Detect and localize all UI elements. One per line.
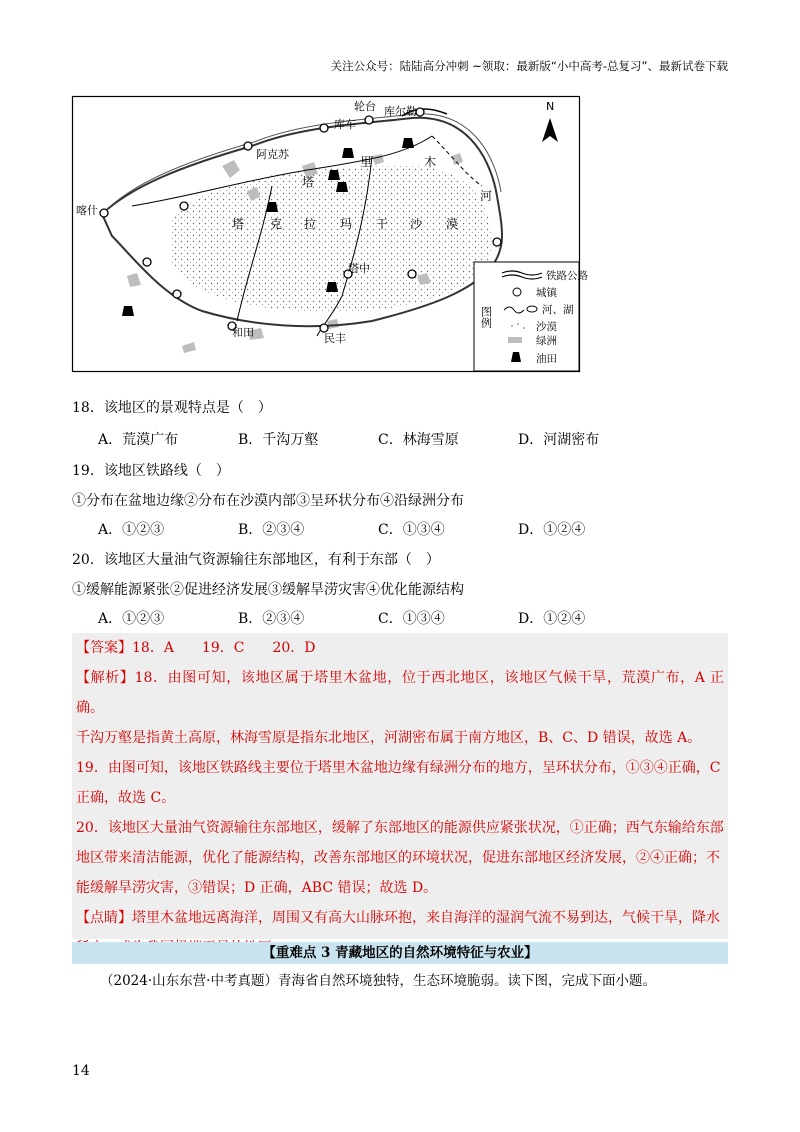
question-18-options	[98, 430, 658, 450]
explanation-line: 20．该地区大量油气资源输往东部地区，缓解了东部地区的能源供应紧张状况，①正确；西气东输给东部	[76, 820, 724, 836]
highlight-line: 【点睛】塔里木盆地远离海洋，周围又有高大山脉环抱，来自海洋的湿润气流不易到达，气候干旱，降水	[76, 910, 720, 926]
question-20-statements: ①缓解能源紧张②促进经济发展③缓解旱涝灾害④优化能源结构	[72, 582, 464, 598]
city-label: 阿克苏	[256, 148, 289, 161]
legend-item: 油田	[536, 353, 557, 365]
svg-text:N: N	[546, 100, 555, 113]
option[interactable]: B．②③④	[238, 611, 305, 627]
river-char: 塔	[302, 175, 315, 189]
option[interactable]: C．①③④	[378, 611, 445, 627]
option[interactable]: D．①②④	[518, 611, 586, 627]
option[interactable]: A．①②③	[98, 522, 165, 538]
option[interactable]: C．①③④	[378, 522, 445, 538]
legend-item: 绿洲	[536, 335, 557, 347]
question-19-stem: 19．该地区铁路线（ ）	[72, 463, 230, 479]
legend-item: 沙漠	[536, 321, 557, 333]
question-19-statements: ①分布在盆地边缘②分布在沙漠内部③呈环状分布④沿绿洲分布	[72, 493, 464, 509]
explanation-line: 能缓解旱涝灾害，③错误；D 正确，ABC 错误；故选 D。	[76, 880, 438, 896]
answer-explanation-box	[72, 633, 728, 939]
city-label: 库尔勒	[384, 105, 417, 118]
explanation-line: 千沟万壑是指黄土高原，林海雪原是指东北地区，河湖密布属于南方地区，B、C、D 错误，故选 A。	[76, 730, 702, 746]
river-char: 里	[360, 155, 373, 169]
svg-text:图例: 图例	[479, 306, 493, 328]
desert-char: 沙	[410, 217, 423, 231]
legend-item: 铁路公路	[546, 270, 588, 282]
legend-item: 城镇	[536, 287, 557, 299]
city-label: 库车	[334, 118, 356, 131]
option[interactable]: A．荒漠广布	[98, 432, 179, 448]
legend-item: 河、湖	[542, 304, 574, 316]
question-19-options	[98, 520, 658, 540]
desert-char: 漠	[446, 217, 459, 231]
option[interactable]: B．千沟万壑	[238, 432, 319, 448]
question-20-stem: 20．该地区大量油气资源输往东部地区，有利于东部（ ）	[72, 552, 440, 568]
desert-char: 塔	[232, 217, 245, 231]
tarim-basin-map	[72, 96, 588, 372]
page-number: 14	[72, 1063, 90, 1079]
next-section-intro: （2024·山东东营·中考真题）青海省自然环境独特，生态环境脆弱。读下图，完成下面小题。	[100, 973, 656, 989]
explanation-line: 19．由图可知，该地区铁路线主要位于塔里木盆地边缘有绿洲分布的地方，呈环状分布，①③④正确，C	[76, 760, 721, 776]
option[interactable]: D．河湖密布	[518, 432, 600, 448]
city-label: 塔中	[348, 262, 370, 275]
page-header: 关注公众号：陆陆高分冲刺 ~领取：最新版“小中高考-总复习”、最新试卷下载	[330, 59, 728, 73]
question-20-options	[98, 609, 658, 629]
explanation-line: 地区带来清洁能源，优化了能源结构，改善东部地区的环境状况，促进东部地区经济发展，②④正确；不	[76, 850, 720, 866]
explanation-line: 【解析】18．由图可知，该地区属于塔里木盆地，位于西北地区，该地区气候干旱，荒漠广布，A 正确。	[76, 670, 724, 716]
option[interactable]: D．①②④	[518, 522, 586, 538]
explanation-line: 正确，故选 C。	[76, 790, 176, 806]
answer-line: 【答案】18．A 19．C 20．D	[76, 640, 316, 656]
river-char: 河	[480, 189, 493, 203]
city-label: 和田	[232, 326, 254, 339]
option[interactable]: C．林海雪原	[378, 432, 459, 448]
option[interactable]: A．①②③	[98, 611, 165, 627]
option[interactable]: B．②③④	[238, 522, 305, 538]
city-label: 轮台	[354, 100, 376, 113]
desert-char: 玛	[340, 217, 353, 231]
keypoint-banner: 【重难点 3 青藏地区的自然环境特征与农业】	[72, 942, 728, 964]
desert-char: 干	[376, 217, 389, 231]
river-char: 木	[424, 155, 437, 169]
city-label: 喀什	[76, 204, 98, 217]
question-18-stem: 18．该地区的景观特点是（ ）	[72, 400, 272, 416]
desert-char: 拉	[304, 217, 317, 231]
desert-char: 克	[270, 217, 283, 231]
map-legend	[474, 262, 588, 371]
city-label: 民丰	[324, 332, 346, 345]
